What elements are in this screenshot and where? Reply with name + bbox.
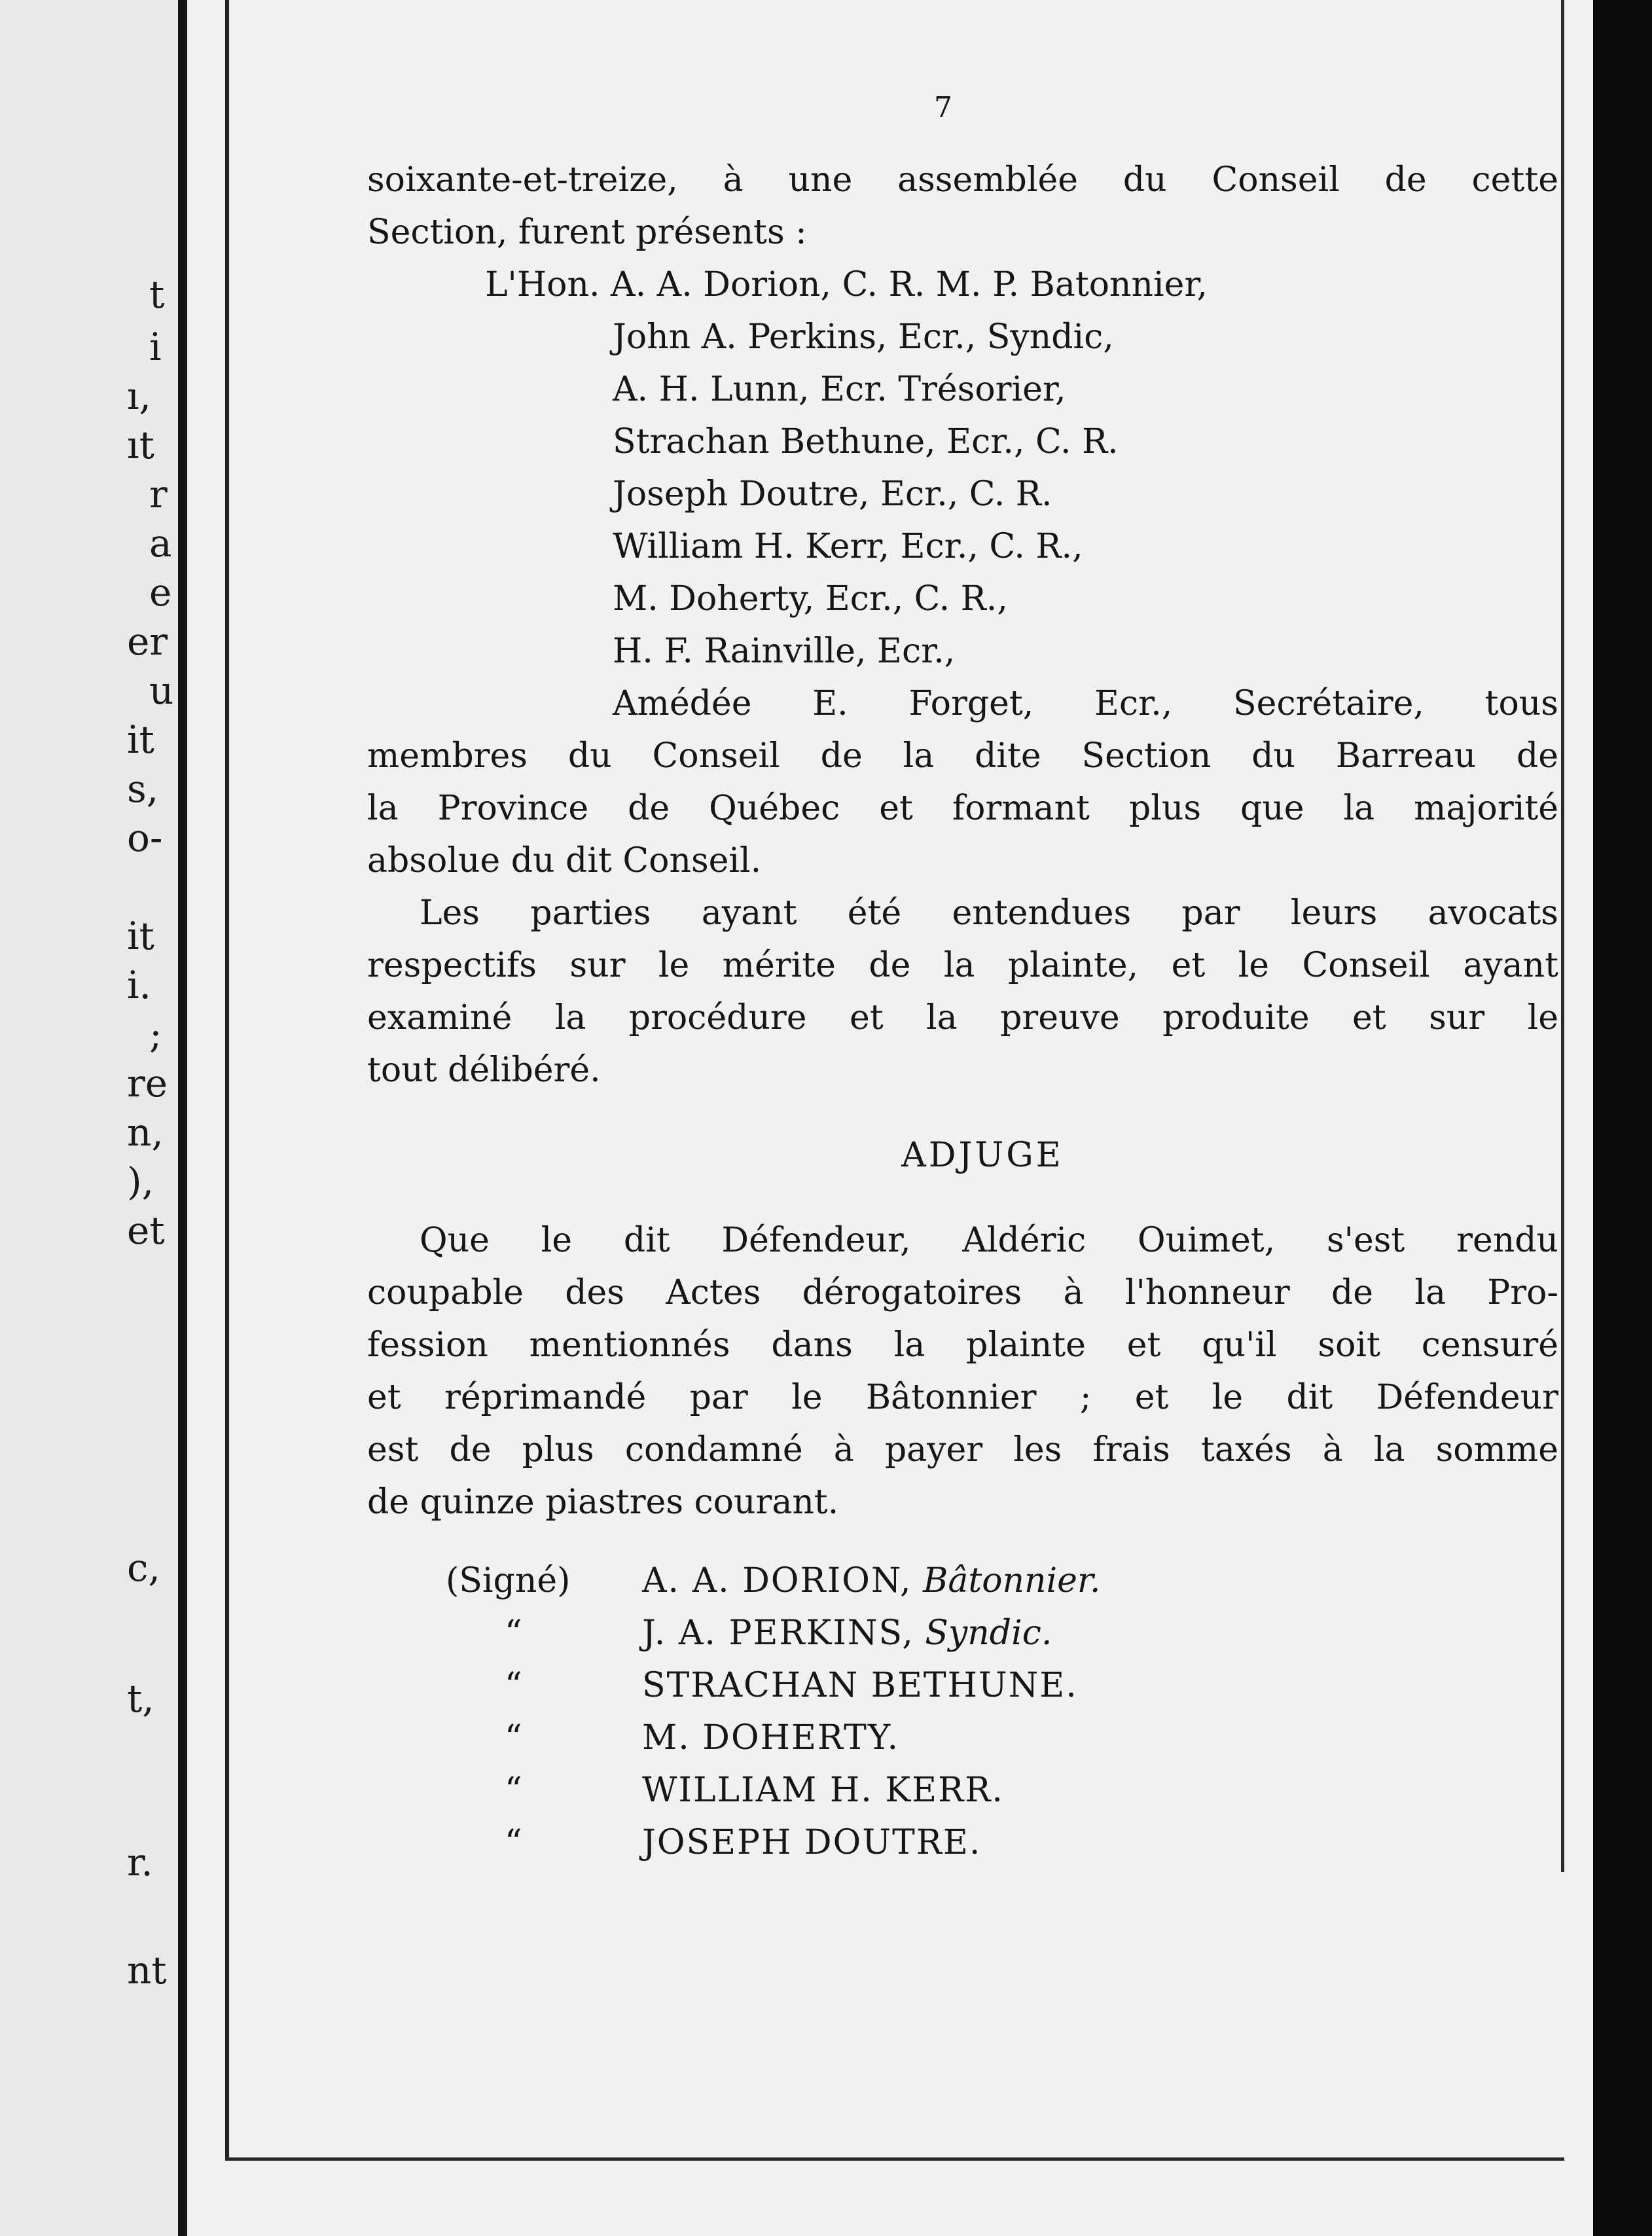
- text-line: membres du Conseil de la dite Section du Barreau de: [367, 736, 1558, 776]
- signatory-name: WILLIAM H. KERR.: [642, 1771, 1004, 1810]
- facing-page-fragment: u: [149, 668, 174, 713]
- facing-page-fragment: i: [149, 325, 162, 369]
- signature-row: [367, 1764, 1558, 1816]
- facing-page-fragment: a: [149, 521, 172, 566]
- member-line: William H. Kerr, Ecr., C. R.,: [613, 527, 1083, 566]
- page-number: 7: [934, 91, 952, 124]
- facing-page-fragment: it: [127, 914, 154, 958]
- facing-page-fragment: t,: [127, 1676, 154, 1721]
- signature-block: [367, 1555, 1558, 1869]
- member-line-secretary: Amédée E. Forget, Ecr., Secrétaire, tous: [613, 684, 1558, 723]
- member-line: John A. Perkins, Ecr., Syndic,: [613, 317, 1114, 357]
- text-line: examiné la procédure et la preuve produite et sur le: [367, 998, 1558, 1037]
- page-bottom-border-line: [225, 2157, 1564, 2161]
- facing-page: [0, 0, 178, 2236]
- parties-paragraph: [367, 887, 1558, 1096]
- ditto-mark: “: [505, 1666, 522, 1705]
- text-line: est de plus condamné à payer les frais taxés à la somme: [367, 1430, 1558, 1470]
- signature-row: [367, 1816, 1558, 1869]
- book-gutter: [178, 0, 187, 2236]
- text-line: fession mentionnés dans la plainte et qu'il soit censuré: [367, 1325, 1558, 1365]
- signatory-name: JOSEPH DOUTRE.: [642, 1823, 982, 1862]
- facing-page-fragment: c,: [127, 1545, 160, 1590]
- member-line: L'Hon. A. A. Dorion, C. R. M. P. Batonnier,: [485, 265, 1208, 304]
- document-page: [187, 0, 1593, 2236]
- ditto-mark: “: [505, 1718, 522, 1758]
- text-line: tout délibéré.: [367, 1051, 601, 1090]
- text-line: et réprimandé par le Bâtonnier ; et le dit Défendeur: [367, 1378, 1558, 1417]
- text-line: Que le dit Défendeur, Aldéric Ouimet, s'est rendu: [420, 1221, 1558, 1260]
- facing-page-fragment: i.: [127, 963, 151, 1007]
- member-line: H. F. Rainville, Ecr.,: [613, 632, 956, 671]
- section-heading: ADJUGE: [901, 1136, 1064, 1175]
- signature-row: [367, 1555, 1558, 1607]
- facing-page-fragment: o-: [127, 816, 163, 860]
- facing-page-fragment: et: [127, 1208, 165, 1253]
- facing-page-fragment: n,: [127, 1110, 164, 1155]
- facing-page-fragment: nt: [127, 1948, 167, 1993]
- text-line: soixante-et-treize, à une assemblée du Conseil de cette: [367, 160, 1558, 200]
- signatory-name: A. A. DORION,: [642, 1561, 912, 1600]
- facing-page-fragment: er: [127, 619, 168, 664]
- facing-page-text-fragments: [0, 0, 178, 2236]
- facing-page-fragment: t: [149, 272, 165, 317]
- facing-page-fragment: ),: [127, 1159, 154, 1204]
- opening-paragraph: [367, 154, 1558, 259]
- ditto-mark: “: [505, 1823, 522, 1862]
- signatory-name: J. A. PERKINS,: [642, 1614, 914, 1653]
- signatory-name: STRACHAN BETHUNE.: [642, 1666, 1078, 1705]
- facing-page-fragment: ıt: [127, 423, 154, 467]
- signatory-name: M. DOHERTY.: [642, 1718, 900, 1758]
- signature-row: [367, 1712, 1558, 1764]
- text-line: Les parties ayant été entendues par leurs avocats: [420, 893, 1558, 933]
- facing-page-fragment: r: [149, 472, 168, 516]
- signature-row: [367, 1607, 1558, 1659]
- text-line: de quinze piastres courant.: [367, 1483, 839, 1522]
- page-right-border-line: [1561, 0, 1564, 1872]
- facing-page-fragment: e: [149, 570, 172, 615]
- ditto-mark: “: [505, 1614, 522, 1653]
- facing-page-fragment: ı,: [127, 374, 151, 418]
- signatory-title: Bâtonnier.: [923, 1561, 1101, 1600]
- text-line: la Province de Québec et formant plus que la majorité: [367, 789, 1558, 828]
- member-line: Strachan Bethune, Ecr., C. R.: [613, 422, 1119, 461]
- member-line: A. H. Lunn, Ecr. Trésorier,: [613, 370, 1066, 409]
- facing-page-fragment: it: [127, 717, 154, 762]
- signatory-title: Syndic.: [925, 1614, 1052, 1653]
- member-line: Joseph Doutre, Ecr., C. R.: [613, 475, 1052, 514]
- signed-label: (Signé): [446, 1561, 571, 1600]
- facing-page-fragment: ;: [149, 1012, 162, 1056]
- facing-page-fragment: r.: [127, 1840, 153, 1884]
- member-line: [367, 677, 1558, 730]
- judgment-paragraph: [367, 1214, 1558, 1528]
- page-left-border-line: [225, 0, 229, 2160]
- member-line: M. Doherty, Ecr., C. R.,: [613, 579, 1008, 619]
- page-text-block: [367, 82, 1558, 1869]
- members-list: [367, 259, 1558, 887]
- signature-row: [367, 1659, 1558, 1712]
- ditto-mark: “: [505, 1771, 522, 1810]
- text-line: absolue du dit Conseil.: [367, 841, 762, 880]
- text-line: Section, furent présents :: [367, 213, 807, 252]
- text-line: coupable des Actes dérogatoires à l'honneur de la Pro-: [367, 1273, 1558, 1312]
- text-line: respectifs sur le mérite de la plainte, et le Conseil ayant: [367, 946, 1558, 985]
- facing-page-fragment: re: [127, 1061, 168, 1106]
- facing-page-fragment: s,: [127, 766, 159, 811]
